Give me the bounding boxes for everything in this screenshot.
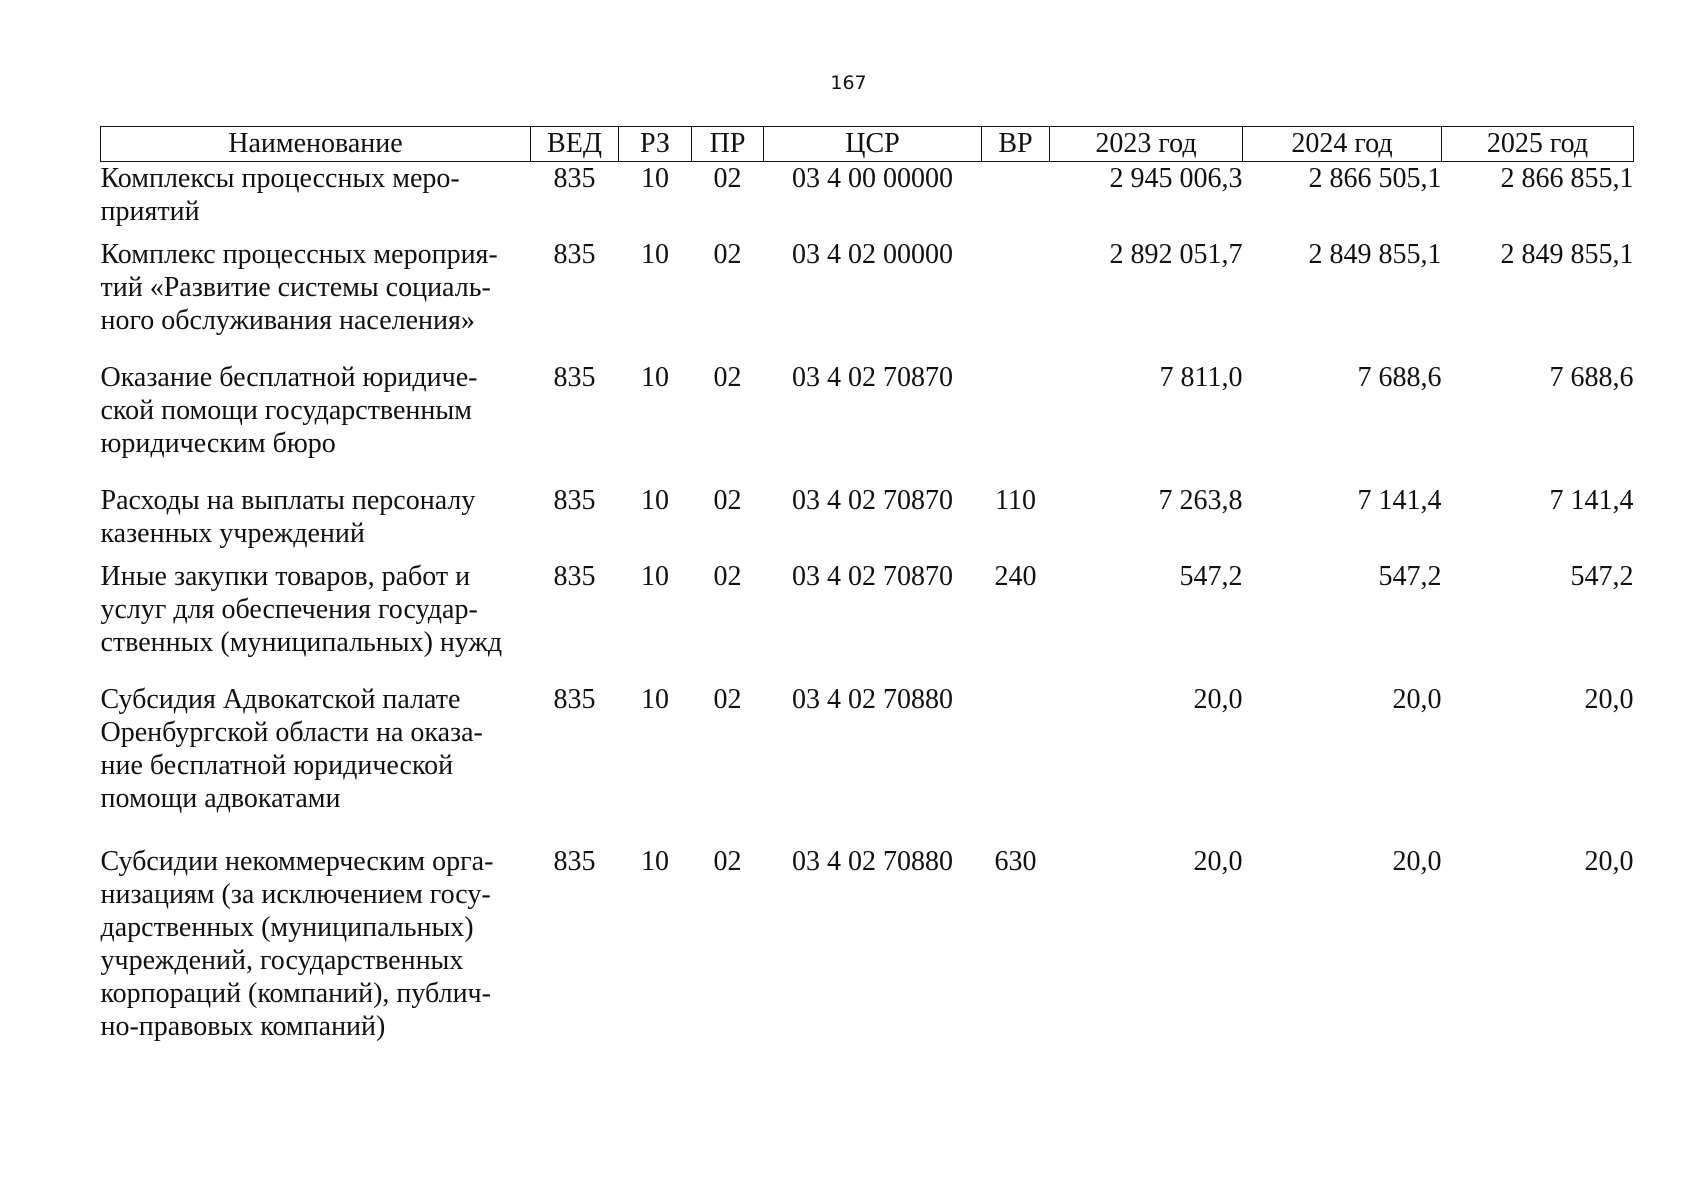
cell-ved: 835 xyxy=(553,684,596,715)
row-name xyxy=(101,683,531,815)
row-name-line: Комплексы процессных меро- xyxy=(100,163,460,194)
cell-ved: 835 xyxy=(553,561,596,592)
row-name-line: Комплекс процессных мероприя- xyxy=(100,239,498,270)
cell-pr: 02 xyxy=(713,362,742,393)
cell-y2025: 20,0 xyxy=(1584,684,1634,715)
cell-y2023: 20,0 xyxy=(1193,846,1243,877)
cell-csr: 03 4 02 70870 xyxy=(792,561,953,592)
row-name-line: корпораций (компаний), публич- xyxy=(100,978,491,1009)
cell-rz: 10 xyxy=(641,163,669,194)
cell-vr: 630 xyxy=(994,846,1037,877)
table-row xyxy=(101,845,1634,1043)
cell-vr xyxy=(982,162,1050,229)
cell-y2024: 7 141,4 xyxy=(1357,485,1442,516)
header-csr: ЦСР xyxy=(764,127,982,162)
row-name-line: юридическим бюро xyxy=(100,428,336,459)
row-name-line: тий «Развитие системы социаль- xyxy=(100,272,491,303)
cell-y2023: 2 945 006,3 xyxy=(1109,163,1243,194)
cell-rz: 10 xyxy=(641,684,669,715)
cell-pr: 02 xyxy=(713,684,742,715)
cell-rz: 10 xyxy=(641,846,669,877)
cell-rz: 10 xyxy=(641,239,669,270)
cell-pr: 02 xyxy=(713,561,742,592)
table-row xyxy=(101,238,1634,337)
header-2025: 2025 год xyxy=(1442,127,1634,162)
cell-y2023: 20,0 xyxy=(1193,684,1243,715)
row-spacer xyxy=(101,659,1634,683)
cell-y2023: 7 811,0 xyxy=(1159,362,1243,393)
row-name-line: Оренбургской области на оказа- xyxy=(100,717,483,748)
row-spacer-cell xyxy=(101,550,1634,560)
row-name-line: дарственных (муниципальных) xyxy=(100,912,474,943)
cell-y2024: 20,0 xyxy=(1392,684,1442,715)
row-name-line: но-правовых компаний) xyxy=(100,1011,386,1042)
row-name-line: Иные закупки товаров, работ и xyxy=(100,561,471,592)
row-name-line: ской помощи государственным xyxy=(100,395,472,426)
header-2023: 2023 год xyxy=(1050,127,1243,162)
cell-y2024: 7 688,6 xyxy=(1357,362,1442,393)
table-row xyxy=(101,162,1634,229)
cell-vr xyxy=(982,361,1050,460)
row-name-line: Расходы на выплаты персоналу xyxy=(100,485,476,516)
row-spacer xyxy=(101,228,1634,238)
table-body xyxy=(101,162,1634,1044)
cell-csr: 03 4 02 70880 xyxy=(792,684,953,715)
table-row xyxy=(101,683,1634,815)
cell-y2023: 7 263,8 xyxy=(1158,485,1243,516)
row-name xyxy=(101,560,531,659)
row-spacer-cell xyxy=(101,337,1634,361)
row-name-line: приятий xyxy=(100,196,200,227)
table-row xyxy=(101,361,1634,460)
row-name-line: Субсидии некоммерческим орга- xyxy=(100,846,494,877)
cell-y2024: 20,0 xyxy=(1392,846,1442,877)
row-name-line: помощи адвокатами xyxy=(100,783,341,814)
cell-y2025: 7 688,6 xyxy=(1549,362,1634,393)
cell-y2025: 547,2 xyxy=(1570,561,1634,592)
row-spacer xyxy=(101,550,1634,560)
header-ved: ВЕД xyxy=(531,127,619,162)
row-name xyxy=(101,238,531,337)
table-row xyxy=(101,560,1634,659)
cell-rz: 10 xyxy=(641,362,669,393)
row-spacer-cell xyxy=(101,659,1634,683)
cell-ved: 835 xyxy=(553,163,596,194)
cell-pr: 02 xyxy=(713,239,742,270)
cell-pr: 02 xyxy=(713,485,742,516)
cell-y2024: 547,2 xyxy=(1378,561,1442,592)
cell-csr: 03 4 02 70870 xyxy=(792,362,953,393)
row-name xyxy=(101,162,531,229)
cell-ved: 835 xyxy=(553,485,596,516)
row-name-line: ние бесплатной юридической xyxy=(100,750,454,781)
cell-y2025: 7 141,4 xyxy=(1549,485,1634,516)
row-spacer xyxy=(101,337,1634,361)
cell-csr: 03 4 00 00000 xyxy=(792,163,953,194)
row-name xyxy=(101,484,531,550)
cell-y2024: 2 849 855,1 xyxy=(1308,239,1442,270)
cell-pr: 02 xyxy=(713,846,742,877)
cell-y2024: 2 866 505,1 xyxy=(1308,163,1442,194)
row-name-line: Субсидия Адвокатской палате xyxy=(100,684,461,715)
page-number: 167 xyxy=(830,72,867,94)
row-spacer xyxy=(101,460,1634,484)
header-vr: ВР xyxy=(982,127,1050,162)
cell-y2025: 20,0 xyxy=(1584,846,1634,877)
cell-vr xyxy=(982,683,1050,815)
row-spacer-cell xyxy=(101,460,1634,484)
budget-table xyxy=(100,126,1634,1043)
cell-csr: 03 4 02 00000 xyxy=(792,239,953,270)
row-name xyxy=(101,845,531,1043)
cell-rz: 10 xyxy=(641,561,669,592)
row-name-line: казенных учреждений xyxy=(100,518,365,549)
row-name-line: услуг для обеспечения государ- xyxy=(100,594,478,625)
row-name-line: низациям (за исключением госу- xyxy=(100,879,491,910)
cell-csr: 03 4 02 70870 xyxy=(792,485,953,516)
header-name: Наименование xyxy=(101,127,531,162)
header-row xyxy=(101,127,1634,162)
row-name xyxy=(101,361,531,460)
row-name-line: Оказание бесплатной юридиче- xyxy=(100,362,478,393)
cell-ved: 835 xyxy=(553,846,596,877)
table-row xyxy=(101,484,1634,550)
cell-rz: 10 xyxy=(641,485,669,516)
cell-csr: 03 4 02 70880 xyxy=(792,846,953,877)
row-name-line: ственных (муниципальных) нужд xyxy=(100,627,503,658)
cell-y2025: 2 866 855,1 xyxy=(1500,163,1634,194)
cell-ved: 835 xyxy=(553,362,596,393)
header-rz: РЗ xyxy=(619,127,692,162)
row-spacer-cell xyxy=(101,815,1634,845)
row-name-line: ного обслуживания населения» xyxy=(100,305,475,336)
cell-pr: 02 xyxy=(713,163,742,194)
cell-ved: 835 xyxy=(553,239,596,270)
header-2024: 2024 год xyxy=(1243,127,1442,162)
cell-y2023: 2 892 051,7 xyxy=(1109,239,1243,270)
header-pr: ПР xyxy=(692,127,764,162)
cell-vr: 240 xyxy=(994,561,1037,592)
cell-vr xyxy=(982,238,1050,337)
cell-vr: 110 xyxy=(995,485,1036,516)
cell-y2023: 547,2 xyxy=(1179,561,1243,592)
row-spacer-cell xyxy=(101,228,1634,238)
cell-y2025: 2 849 855,1 xyxy=(1500,239,1634,270)
row-spacer xyxy=(101,815,1634,845)
row-name-line: учреждений, государственных xyxy=(100,945,464,976)
